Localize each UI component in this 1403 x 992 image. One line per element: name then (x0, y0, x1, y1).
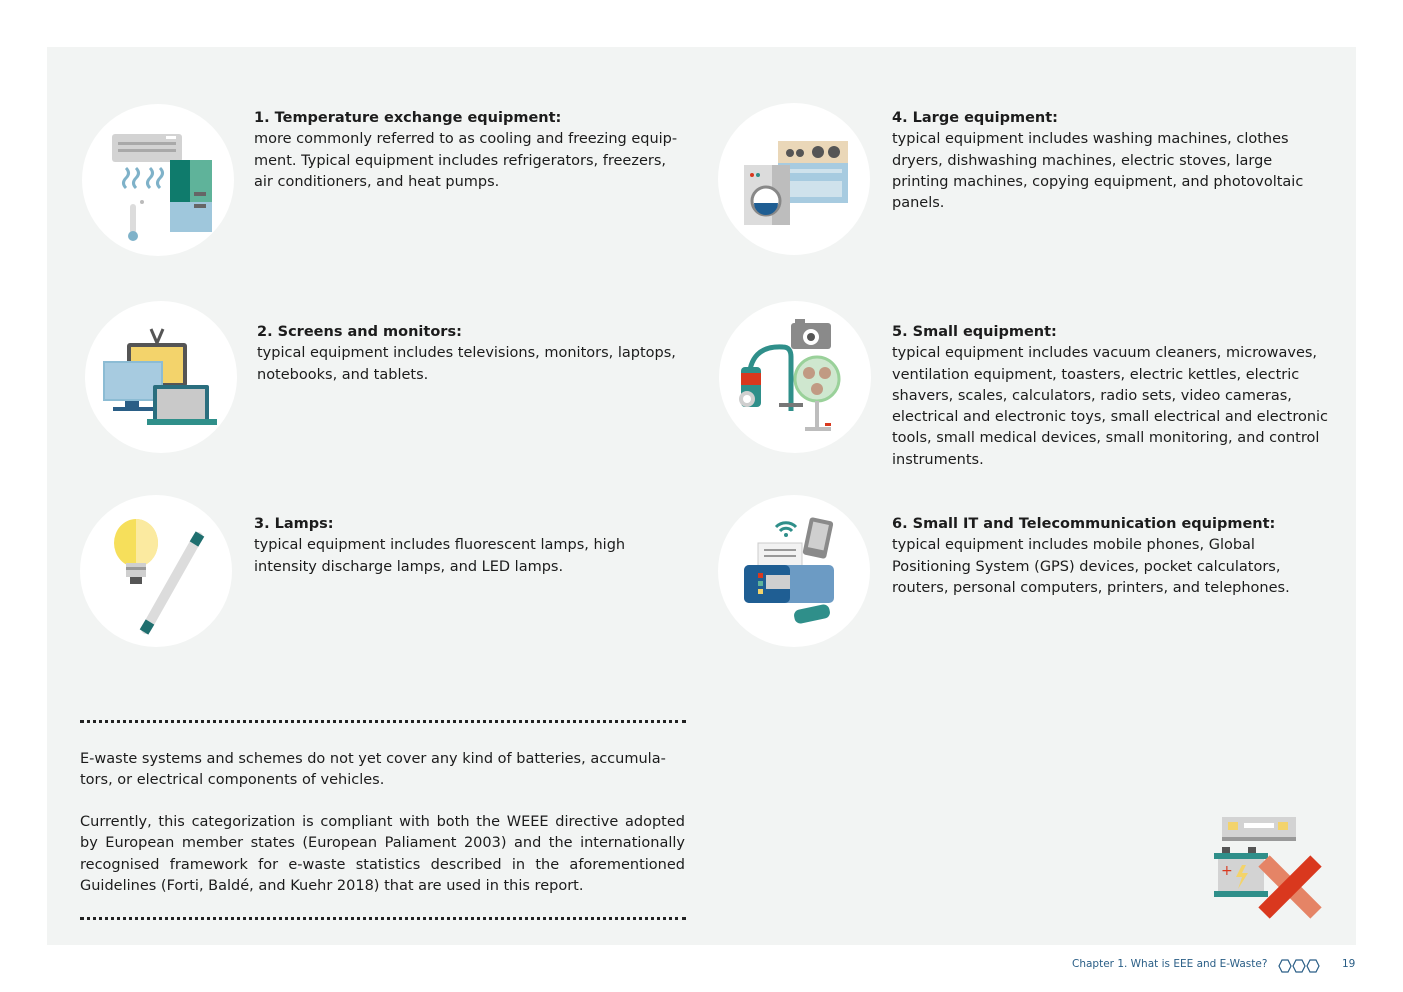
category-3 (254, 514, 694, 578)
category-title: 2. Screens and monitors: (257, 324, 462, 340)
category-line: instruments. (892, 451, 984, 468)
screens-monitors-icon (85, 301, 237, 453)
category-line: typical equipment includes mobile phones, Global (892, 537, 1255, 554)
category-line: intensity discharge lamps, and LED lamps. (254, 558, 564, 575)
note-line: E-waste systems and schemes do not yet cover any kind of batteries, accumula- (80, 751, 666, 767)
category-line: panels. (892, 195, 945, 212)
small-equipment-icon (719, 301, 871, 453)
category-line: Positioning System (GPS) devices, pocket calculators, (892, 558, 1281, 575)
category-line: electrical and electronic toys, small electrical and electronic (892, 409, 1329, 426)
temperature-exchange-icon (82, 104, 234, 256)
category-line: notebooks, and tablets. (257, 366, 429, 383)
category-line: dryers, dishwashing machines, electric stoves, large (892, 152, 1273, 169)
category-line: tools, small medical devices, small monitoring, and control (892, 430, 1320, 447)
category-6 (892, 514, 1332, 599)
batteries-excluded-icon (1208, 813, 1328, 923)
category-line: ment. Typical equipment includes refrigerators, freezers, (254, 152, 666, 169)
category-line: printing machines, copying equipment, and photovoltaic (892, 173, 1304, 190)
category-line: shavers, scales, calculators, radio sets, video cameras, (892, 387, 1292, 404)
category-title: 1. Temperature exchange equipment: (254, 110, 562, 126)
note-line: tors, or electrical components of vehicles. (80, 772, 385, 789)
category-line: ventilation equipment, toasters, electric kettles, electric (892, 366, 1300, 383)
large-equipment-icon (718, 103, 870, 255)
category-line: air conditioners, and heat pumps. (254, 173, 500, 190)
category-line: routers, personal computers, printers, and telephones. (892, 579, 1290, 596)
small-it-icon (718, 495, 870, 647)
svg-text:+: + (1221, 863, 1233, 879)
category-title: 6. Small IT and Telecommunication equipment: (892, 516, 1276, 532)
category-title: 4. Large equipment: (892, 110, 1058, 126)
category-line: typical equipment includes fluorescent lamps, high (254, 537, 626, 554)
category-4 (892, 108, 1332, 214)
category-title: 5. Small equipment: (892, 324, 1057, 340)
dotted-divider-bottom (80, 917, 686, 920)
note-paragraph-1 (80, 749, 685, 792)
category-title: 3. Lamps: (254, 516, 334, 532)
category-1 (254, 108, 694, 193)
category-5 (892, 322, 1332, 471)
lamps-icon (80, 495, 232, 647)
page-number: 19 (1342, 958, 1356, 970)
hexagon-icons (1278, 958, 1320, 977)
category-line: typical equipment includes televisions, monitors, laptops, (257, 345, 676, 362)
dotted-divider-top (80, 720, 686, 723)
category-2 (257, 322, 697, 386)
note-paragraph-2: Currently, this categorization is compliant with both the WEEE directive adopted by European member states (European Paliament 2003) and the internationally recognised framework for e-waste statistics described in the aforementioned Guidelines (Forti, Baldé, and Kuehr 2018) that are used in this report. (80, 814, 685, 894)
category-line: typical equipment includes vacuum cleaners, microwaves, (892, 345, 1318, 362)
category-line: typical equipment includes washing machines, clothes (892, 131, 1289, 148)
footer-chapter-title: Chapter 1. What is EEE and E-Waste? (1072, 958, 1268, 970)
category-line: more commonly referred to as cooling and freezing equip- (254, 131, 678, 148)
